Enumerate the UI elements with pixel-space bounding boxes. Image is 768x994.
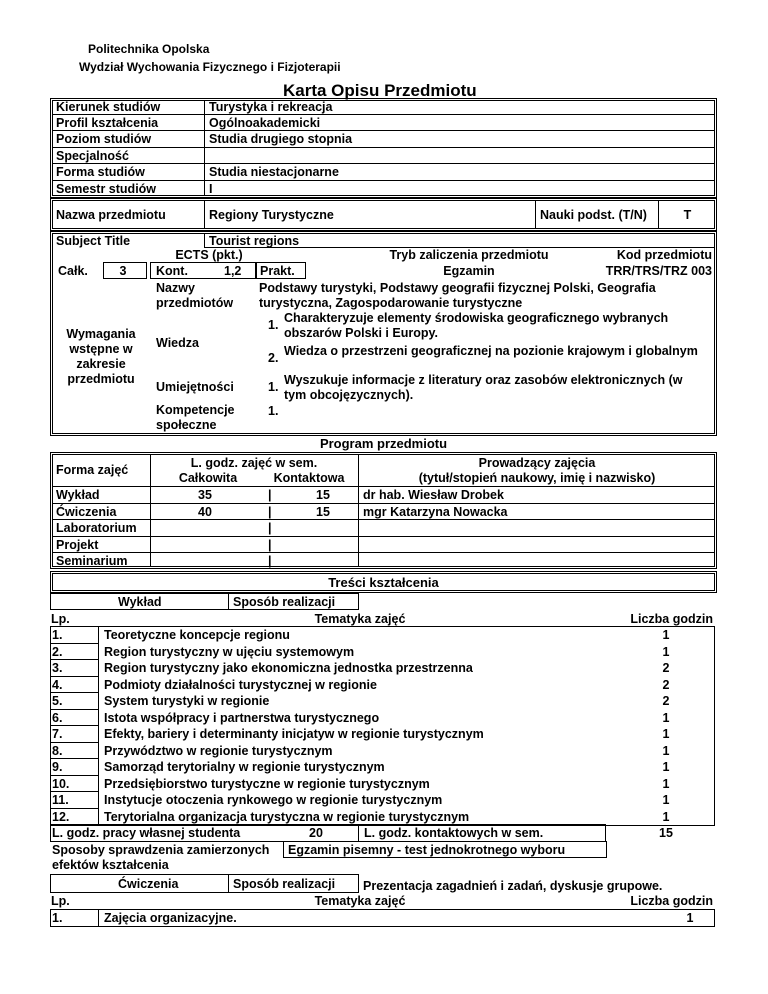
lecture-topic: System turystyki w regionie (104, 694, 270, 708)
form-name: Seminarium (56, 554, 128, 568)
mode-value: Egzamin (443, 264, 495, 278)
mode-label: Tryb zaliczenia przedmiotu (389, 248, 549, 262)
lecture-hours: 1 (662, 810, 670, 824)
hours-column-label: Liczba godzin (630, 894, 713, 908)
info-label: Forma studiów (56, 165, 145, 179)
lecture-hours: 2 (662, 678, 670, 692)
page-title: Karta Opisu Przedmiotu (283, 81, 477, 100)
subject-title-en: Tourist regions (209, 234, 300, 248)
lecturer-label: Prowadzący zajęcia (478, 456, 596, 470)
ects-total: 3 (119, 264, 127, 278)
own-work-label: L. godz. pracy własnej studenta (52, 826, 241, 840)
assessment-label: efektów kształcenia (52, 858, 169, 872)
knowledge-label: Wiedza (156, 336, 199, 350)
ects-contact-label: Kont. (156, 264, 188, 278)
lecture-hours: 1 (662, 744, 670, 758)
lecture-hours: 1 (662, 711, 670, 725)
form-name: Wykład (56, 488, 100, 502)
lecture-lp: 2. (52, 645, 63, 659)
lecture-topic: Samorząd terytorialny w regionie turystycznym (104, 760, 385, 774)
hours-sep: | (268, 538, 272, 552)
subject-name-label: Nazwa przedmiotu (56, 208, 166, 222)
lecturer-name: mgr Katarzyna Nowacka (363, 505, 508, 519)
lecturer-label: (tytuł/stopień naukowy, imię i nazwisko) (418, 471, 656, 485)
assessment-value: Egzamin pisemny - test jednokrotnego wyboru (288, 843, 566, 857)
lecture-lp: 3. (52, 661, 63, 675)
ects-contact: 1,2 (224, 264, 242, 278)
lecture-topic: Przedsiębiorstwo turystyczne w regionie turystycznym (104, 777, 430, 791)
exercises-method-label: Sposób realizacji (233, 877, 336, 891)
info-value: Studia niestacjonarne (209, 165, 339, 179)
hours-total: 35 (198, 488, 212, 502)
info-value: Studia drugiego stopnia (209, 132, 353, 146)
lecturer-name: dr hab. Wiesław Drobek (363, 488, 504, 502)
code-value: TRR/TRS/TRZ 003 (605, 264, 712, 278)
info-value: Turystyka i rekreacja (209, 100, 333, 114)
hours-contact: 15 (316, 505, 330, 519)
names-label: Nazwy (156, 281, 195, 295)
lecture-topic: Terytorialna organizacja turystyczna w regionie turystycznym (104, 810, 470, 824)
hours-contact: 15 (316, 488, 330, 502)
skills-item: Wyszukuje informacje z literatury oraz zasobów elektronicznych (w tym obcojęzycznych). (284, 373, 683, 402)
lecture-label: Wykład (118, 595, 162, 609)
lp-label: Lp. (51, 612, 70, 626)
ects-header: ECTS (pkt.) (175, 248, 243, 262)
lecture-topic: Przywództwo w regionie turystycznym (104, 744, 333, 758)
lecture-hours: 1 (662, 727, 670, 741)
assessment-label: Sposoby sprawdzenia zamierzonych (52, 843, 270, 857)
basic-sciences-value: T (683, 208, 692, 222)
knowledge-num: 2. (268, 351, 279, 365)
form-name: Ćwiczenia (56, 505, 117, 519)
method-label: Sposób realizacji (233, 595, 336, 609)
contact-hours: 15 (659, 826, 673, 840)
content-title: Treści kształcenia (328, 575, 439, 590)
lecture-lp: 5. (52, 694, 63, 708)
topic-label: Tematyka zajęć (314, 612, 406, 626)
hours-sep: | (268, 488, 272, 502)
info-label: Poziom studiów (56, 132, 152, 146)
lecture-topic: Region turystyczny w ujęciu systemowym (104, 645, 355, 659)
info-label: Semestr studiów (56, 182, 157, 196)
ects-practical-label: Prakt. (260, 264, 295, 278)
hours-label: L. godz. zajęć w sem. (190, 456, 318, 470)
code-label: Kod przedmiotu (616, 248, 712, 262)
form-name: Projekt (56, 538, 99, 552)
social-num: 1. (268, 404, 279, 418)
basic-sciences-label: Nauki podst. (T/N) (540, 208, 647, 222)
knowledge-item: Charakteryzuje elementy środowiska geograficznego wybranych obszarów Polski i Europy. (284, 311, 669, 340)
lecture-topic: Instytucje otoczenia rynkowego w regionie turystycznym (104, 793, 443, 807)
hours-sep: | (268, 505, 272, 519)
names-label: przedmiotów (156, 296, 234, 310)
lp-label: Lp. (51, 894, 70, 908)
ects-total-label: Całk. (58, 264, 88, 278)
knowledge-item: Wiedza o przestrzeni geograficznej na pozionie krajowym i globalnym (284, 344, 698, 358)
lecture-hours: 1 (662, 645, 670, 659)
names-line: Podstawy turystyki, Podstawy geografii fizycznej Polski, Geografia (259, 281, 656, 295)
info-label: Specjalność (56, 149, 129, 163)
lecture-lp: 6. (52, 711, 63, 725)
form-label: Forma zajęć (56, 463, 129, 477)
info-value: Ogólnoakademicki (209, 116, 321, 130)
lecture-lp: 8. (52, 744, 63, 758)
hours-column-label: Liczba godzin (630, 612, 713, 626)
hours-total: 40 (198, 505, 212, 519)
lecture-topic: Efekty, bariery i determinanty inicjatyw w regionie turystycznym (104, 727, 484, 741)
exercises-label: Ćwiczenia (118, 877, 179, 891)
exercises-method: Prezentacja zagadnień i zadań, dyskusje grupowe. (363, 879, 663, 893)
prereq-section-label: Wymagania wstępne w zakresie przedmiotu (66, 327, 136, 386)
skills-label: Umiejętności (156, 380, 234, 394)
lecture-topic: Istota współpracy i partnerstwa turystycznego (104, 711, 380, 725)
exercise-hours: 1 (686, 911, 694, 925)
lecture-hours: 1 (662, 793, 670, 807)
faculty-name: Wydział Wychowania Fizycznego i Fizjoterapii (79, 60, 341, 74)
form-name: Laboratorium (56, 521, 137, 535)
topic-label: Tematyka zajęć (314, 894, 406, 908)
contact-label: Kontaktowa (273, 471, 345, 485)
lecture-hours: 2 (662, 694, 670, 708)
skills-num: 1. (268, 380, 279, 394)
lecture-topic: Teoretyczne koncepcje regionu (104, 628, 290, 642)
lecture-lp: 9. (52, 760, 63, 774)
info-label: Profil kształcenia (56, 116, 159, 130)
exercise-topic: Zajęcia organizacyjne. (104, 911, 237, 925)
hours-sep: | (268, 521, 272, 535)
lecture-lp: 7. (52, 727, 63, 741)
exercise-lp: 1. (52, 911, 63, 925)
lecture-topic: Region turystyczny jako ekonomiczna jednostka przestrzenna (104, 661, 473, 675)
university-name: Politechnika Opolska (88, 42, 210, 56)
lecture-hours: 1 (662, 760, 670, 774)
names-line: turystyczna, Zagospodarowanie turystyczne (259, 296, 523, 310)
lecture-topic: Podmioty działalności turystycznej w regionie (104, 678, 377, 692)
subject-title-label: Subject Title (56, 234, 131, 248)
lecture-hours: 2 (662, 661, 670, 675)
lecture-lp: 12. (52, 810, 70, 824)
lecture-hours: 1 (662, 777, 670, 791)
hours-sep: | (268, 554, 272, 568)
lecture-lp: 1. (52, 628, 63, 642)
own-work: 20 (309, 826, 323, 840)
lecture-lp: 10. (52, 777, 70, 791)
lecture-lp: 11. (52, 793, 69, 807)
program-title: Program przedmiotu (319, 436, 448, 451)
lecture-lp: 4. (52, 678, 63, 692)
social-label: Kompetencje społeczne (156, 403, 235, 432)
lecture-hours: 1 (662, 628, 670, 642)
info-label: Kierunek studiów (56, 100, 161, 114)
info-value: I (209, 182, 213, 196)
total-label: Całkowita (178, 471, 238, 485)
contact-hours-label: L. godz. kontaktowych w sem. (364, 826, 544, 840)
subject-name: Regiony Turystyczne (209, 208, 334, 222)
knowledge-num: 1. (268, 318, 279, 332)
